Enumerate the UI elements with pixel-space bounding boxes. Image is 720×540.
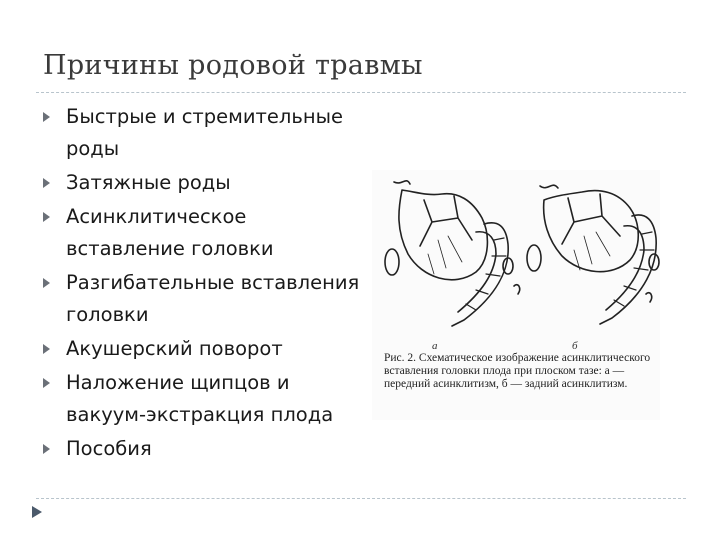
bullet-text: Пособия bbox=[66, 437, 152, 460]
bullet-text: Быстрые и стремительные роды bbox=[66, 105, 343, 160]
footer-divider bbox=[36, 498, 686, 499]
list-item bbox=[40, 167, 360, 199]
list-item bbox=[40, 267, 360, 331]
panel-a-label: а bbox=[432, 340, 438, 352]
chevron-right-icon bbox=[43, 378, 50, 388]
chevron-right-icon bbox=[43, 344, 50, 354]
slide-title: Причины родовой травмы bbox=[43, 50, 423, 81]
chevron-right-icon bbox=[43, 278, 50, 288]
bullet-text: Акушерский поворот bbox=[66, 337, 283, 360]
pelvis-drawing bbox=[372, 170, 660, 350]
chevron-right-icon bbox=[43, 178, 50, 188]
bullet-list bbox=[40, 101, 360, 467]
bullet-text: Затяжные роды bbox=[66, 171, 231, 194]
asynclitism-illustration bbox=[372, 170, 660, 420]
bullet-text: Асинклитическое вставление головки bbox=[66, 205, 274, 260]
chevron-right-icon bbox=[43, 444, 50, 454]
title-divider bbox=[36, 92, 686, 93]
play-triangle-icon[interactable] bbox=[30, 505, 44, 519]
list-item bbox=[40, 433, 360, 465]
bullet-text: Разгибательные вставления головки bbox=[66, 271, 360, 326]
chevron-right-icon bbox=[43, 212, 50, 222]
panel-b-label: б bbox=[572, 340, 578, 352]
figure-caption: Рис. 2. Схематическое изображение асинклитического вставления головки плода при плоском тазе: а — передний асинклитизм, б — задний асинклитизм. bbox=[384, 352, 651, 390]
list-item bbox=[40, 101, 360, 165]
bullet-text: Наложение щипцов и вакуум-экстракция плода bbox=[66, 371, 334, 426]
list-item bbox=[40, 201, 360, 265]
list-item bbox=[40, 367, 360, 431]
chevron-right-icon bbox=[43, 112, 50, 122]
list-item bbox=[40, 333, 360, 365]
